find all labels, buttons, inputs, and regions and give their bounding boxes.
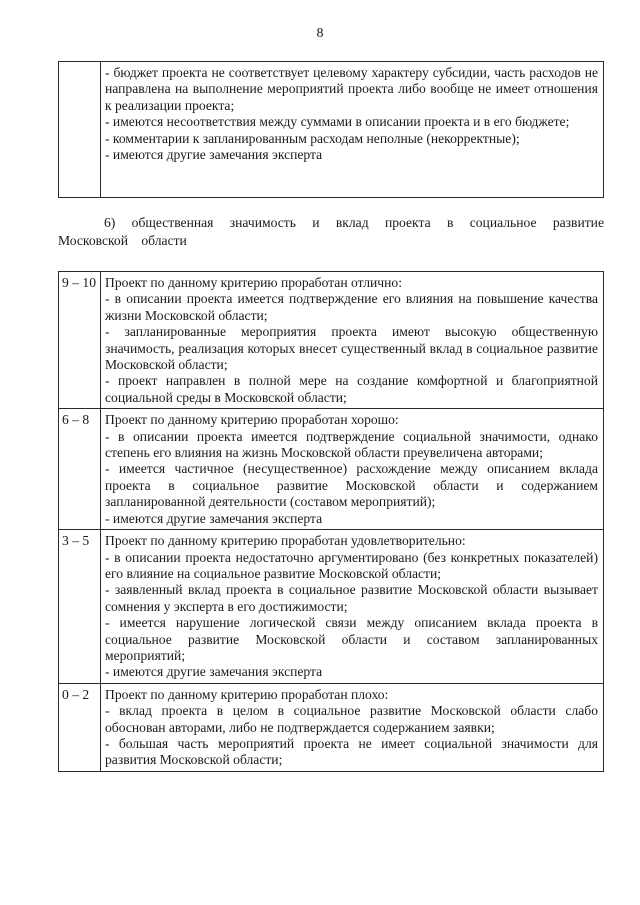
section-heading: 6) общественная значимость и вклад проекта в социальное развитие Московской области (58, 215, 604, 248)
list-item: - вклад проекта в целом в социальное развитие Московской области слабо обоснован авторами, либо не подтверждается содержанием заявки; (105, 703, 598, 735)
criteria-table-continued (58, 61, 604, 198)
criterion-heading: Проект по данному критерию проработан хорошо: (105, 412, 399, 428)
table-row (59, 272, 604, 409)
list-item: - проект направлен в полной мере на создание комфортной и благоприятной социальной среды в Московской области; (105, 373, 598, 405)
criterion-heading: Проект по данному критерию проработан отлично: (105, 275, 402, 290)
page-number: 8 (316, 26, 324, 41)
list-item: - комментарии к запланированным расходам неполные (некорректные); (105, 130, 520, 146)
score-cell: 9 – 10 (59, 272, 101, 409)
score-cell: 6 – 8 (59, 409, 101, 530)
list-item: - заявленный вклад проекта в социальное развитие Московской области вызывает сомнения у эксперта в его достижимости; (105, 582, 598, 614)
list-item: - запланированные мероприятия проекта имеют высокую общественную значимость, реализация которых внесет существенный вклад в социальное развитие Московской области; (105, 324, 598, 373)
list-item: - в описании проекта недостаточно аргументировано (без конкретных показателей) его влияние на социальное развитие Московской области; (105, 549, 598, 581)
list-item: - в описании проекта имеется подтверждение социальной значимости, однако степень его влияния на жизнь Московской области преувеличена авторами; (105, 428, 598, 461)
table-row (59, 62, 604, 198)
list-item: - имеется частичное (несущественное) расхождение между описанием вклада проекта в социальное развитие Московской области и содержанием запланированной деятельности (составом мероприятий); (105, 461, 598, 510)
list-item: - имеются другие замечания эксперта (105, 664, 323, 680)
list-item: - имеются другие замечания эксперта (105, 510, 323, 526)
list-item: - имеются другие замечания эксперта (105, 147, 323, 163)
table-row (59, 409, 604, 530)
list-item: - бюджет проекта не соответствует целевому характеру субсидии, часть расходов не направлена на выполнение мероприятий проекта либо вообще не имеет отношения к реализации проекта; (105, 65, 598, 113)
score-cell: 0 – 2 (59, 683, 101, 771)
table-row (59, 530, 604, 684)
description-cell (101, 530, 604, 684)
list-item: - имеется нарушение логической связи между описанием вклада проекта в социальное развитие Московской области и составом запланированных мероприятий; (105, 615, 598, 663)
criterion-heading: Проект по данному критерию проработан удовлетворительно: (105, 533, 466, 549)
score-cell (59, 62, 101, 198)
description-cell (101, 272, 604, 409)
criterion-heading: Проект по данному критерию проработан плохо: (105, 686, 389, 702)
score-cell: 3 – 5 (59, 530, 101, 684)
table-row (59, 683, 604, 771)
criteria-table (58, 271, 604, 772)
list-item: - в описании проекта имеется подтверждение его влияния на повышение качества жизни Московской области; (105, 291, 598, 323)
description-cell (101, 62, 604, 198)
description-cell (101, 683, 604, 771)
list-item: - большая часть мероприятий проекта не имеет социальной значимости для развития Московской области; (105, 735, 598, 768)
list-item: - имеются несоответствия между суммами в описании проекта и в его бюджете; (105, 114, 570, 130)
description-cell (101, 409, 604, 530)
